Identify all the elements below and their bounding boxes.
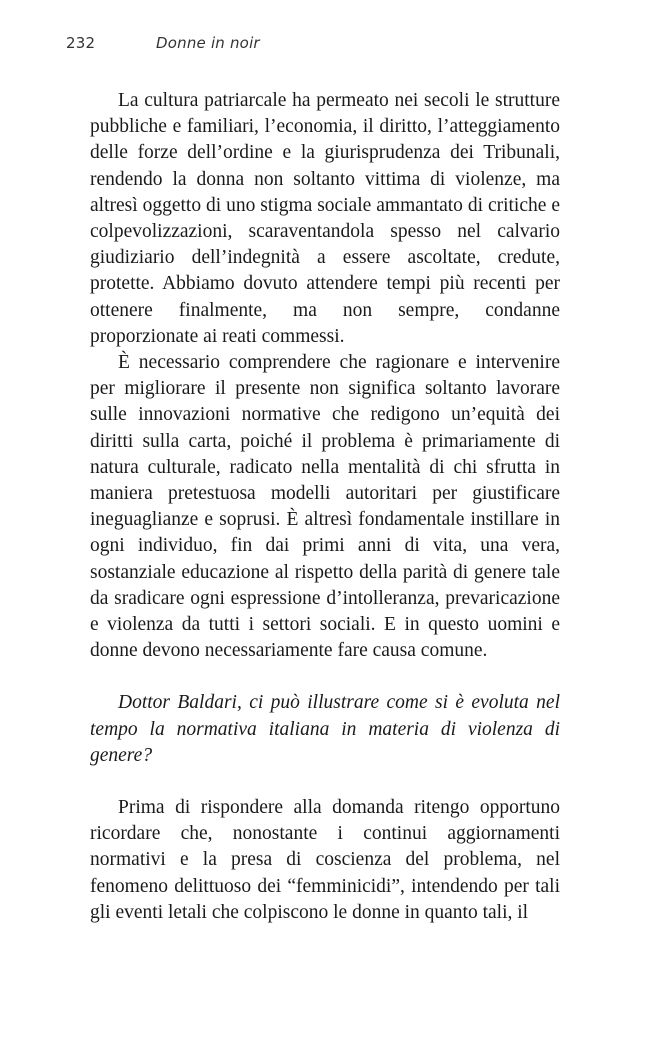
interview-answer: Prima di rispondere alla domanda ritengo opportuno ricordare che, nonostante i continui aggiornamenti normativi e la presa di coscienza del problema, nel fenomeno delittuoso dei “femminicidi”, intendendo per tali gli eventi letali che colpiscono le donne in quanto tali, il [90,797,560,923]
body-text [90,88,560,926]
book-title: Donne in noir [156,34,260,52]
interview-question: Dottor Baldari, ci può illustrare come si è evoluta nel tempo la normativa italiana in materia di violenza di genere? [90,692,560,766]
paragraph-cultural-change: È necessario comprendere che ragionare e intervenire per migliorare il presente non significa soltanto lavorare sulle innovazioni normative che redigono un’equità dei diritti sulla carta, poiché il problema è primariamente di natura culturale, radicato nella mentalità di chi sfrutta in maniera pretestuosa modelli autoritari per giustificare ineguaglianze e soprusi. È altresì fondamentale instillare in ogni individuo, fin dai primi anni di vita, una vera, sostanziale educazione al rispetto della parità di genere tale da sradicare ogni espressione d’intolleranza, prevaricazione e violenza da tutti i settori sociali. E in questo uomini e donne devono necessariamente fare causa comune. [90,352,560,662]
running-header [66,34,260,52]
paragraph-patriarchal-culture: La cultura patriarcale ha permeato nei secoli le strutture pubbliche e familiari, l’economia, il diritto, l’atteggiamento delle forze dell’ordine e la giurisprudenza dei Tribunali, rendendo la donna non soltanto vittima di violenze, ma altresì oggetto di uno stigma sociale ammantato di critiche e colpevolizzazioni, scaraventandola spesso nel calvario giudiziario dell’indegnità a essere ascoltate, credute, protette. Abbiamo dovuto attendere tempi più recenti per ottenere finalmente, ma non sempre, condanne proporzionate ai reati commessi. [90,90,560,347]
page-number: 232 [66,34,96,52]
